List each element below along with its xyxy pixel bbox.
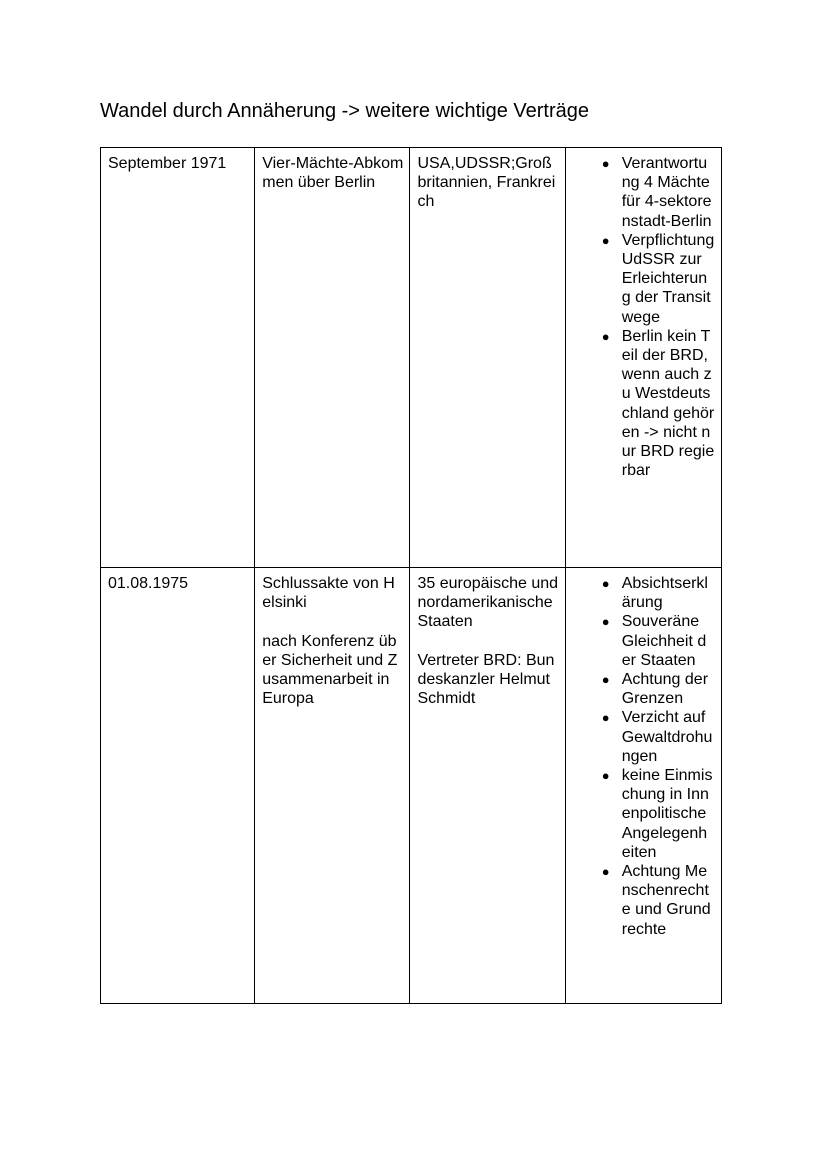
points-list [573, 574, 715, 939]
page-title: Wandel durch Annäherung -> weitere wichtige Verträge [100, 100, 589, 122]
bullet-icon: ● [601, 672, 610, 688]
point-text: Berlin kein Teil der BRD,wenn auch zu Westdeutschland gehören -> nicht nur BRD regierbar [621, 327, 715, 480]
date-cell [101, 568, 255, 1004]
date-text: September 1971 [108, 155, 227, 172]
treaty-note-text: nach Konferenz über Sicherheit und Zusammenarbeit in Europa [262, 632, 398, 708]
spacer [262, 612, 403, 631]
date-cell [101, 148, 255, 568]
date-text: 01.08.1975 [108, 575, 189, 592]
point-text: Souveräne Gleichheit der Staaten [621, 613, 707, 669]
list-item [573, 231, 715, 327]
parties-text: 35 europäische und nordamerikanische Staaten [417, 575, 559, 631]
treaties-table [100, 147, 722, 1004]
list-item [573, 612, 715, 670]
bullet-icon: ● [601, 576, 610, 591]
point-text: Absichtserklärung [621, 575, 708, 612]
representative-text: Vertreter BRD: Bundeskanzler Helmut Schmidt [417, 651, 555, 708]
parties-cell [410, 148, 565, 568]
points-cell [565, 568, 721, 1004]
parties-cell [410, 568, 565, 1004]
point-text: Verzicht auf Gewaltdrohungen [621, 709, 713, 765]
bullet-icon: ● [601, 768, 610, 784]
point-text: keine Einmischung in Innenpolitische Angelegenheiten [621, 767, 713, 861]
bullet-icon: ● [601, 710, 610, 726]
parties-text: USA,UDSSR;Großbritannien, Frankreich [417, 155, 556, 211]
treaty-name-text: Vier-Mächte-Abkommen über Berlin [262, 155, 404, 192]
list-item [573, 708, 715, 766]
points-cell [565, 148, 721, 568]
treaty-name-text: Schlussakte von Helsinki [262, 575, 395, 612]
bullet-icon: ● [601, 156, 610, 171]
point-text: Achtung der Grenzen [621, 671, 709, 708]
bullet-icon: ● [601, 232, 610, 248]
treaty-name-cell [255, 568, 410, 1004]
list-item [573, 574, 715, 612]
table-row [101, 148, 722, 568]
list-item [573, 670, 715, 708]
list-item [573, 862, 715, 939]
list-item [573, 154, 715, 231]
bullet-icon: ● [601, 864, 610, 880]
spacer [417, 632, 558, 651]
point-text: Achtung Menschenrechte und Grundrechte [621, 863, 711, 938]
list-item [573, 766, 715, 862]
point-text: Verantwortung 4 Mächte für 4-sektorenstadt-Berlin [621, 155, 712, 230]
table-row [101, 568, 722, 1004]
list-item [573, 327, 715, 481]
points-list [573, 154, 715, 480]
treaty-name-cell [255, 148, 410, 568]
bullet-icon: ● [601, 328, 610, 344]
point-text: Verpflichtung UdSSR zur Erleichterung der Transitwege [621, 231, 715, 326]
bullet-icon: ● [601, 614, 610, 630]
